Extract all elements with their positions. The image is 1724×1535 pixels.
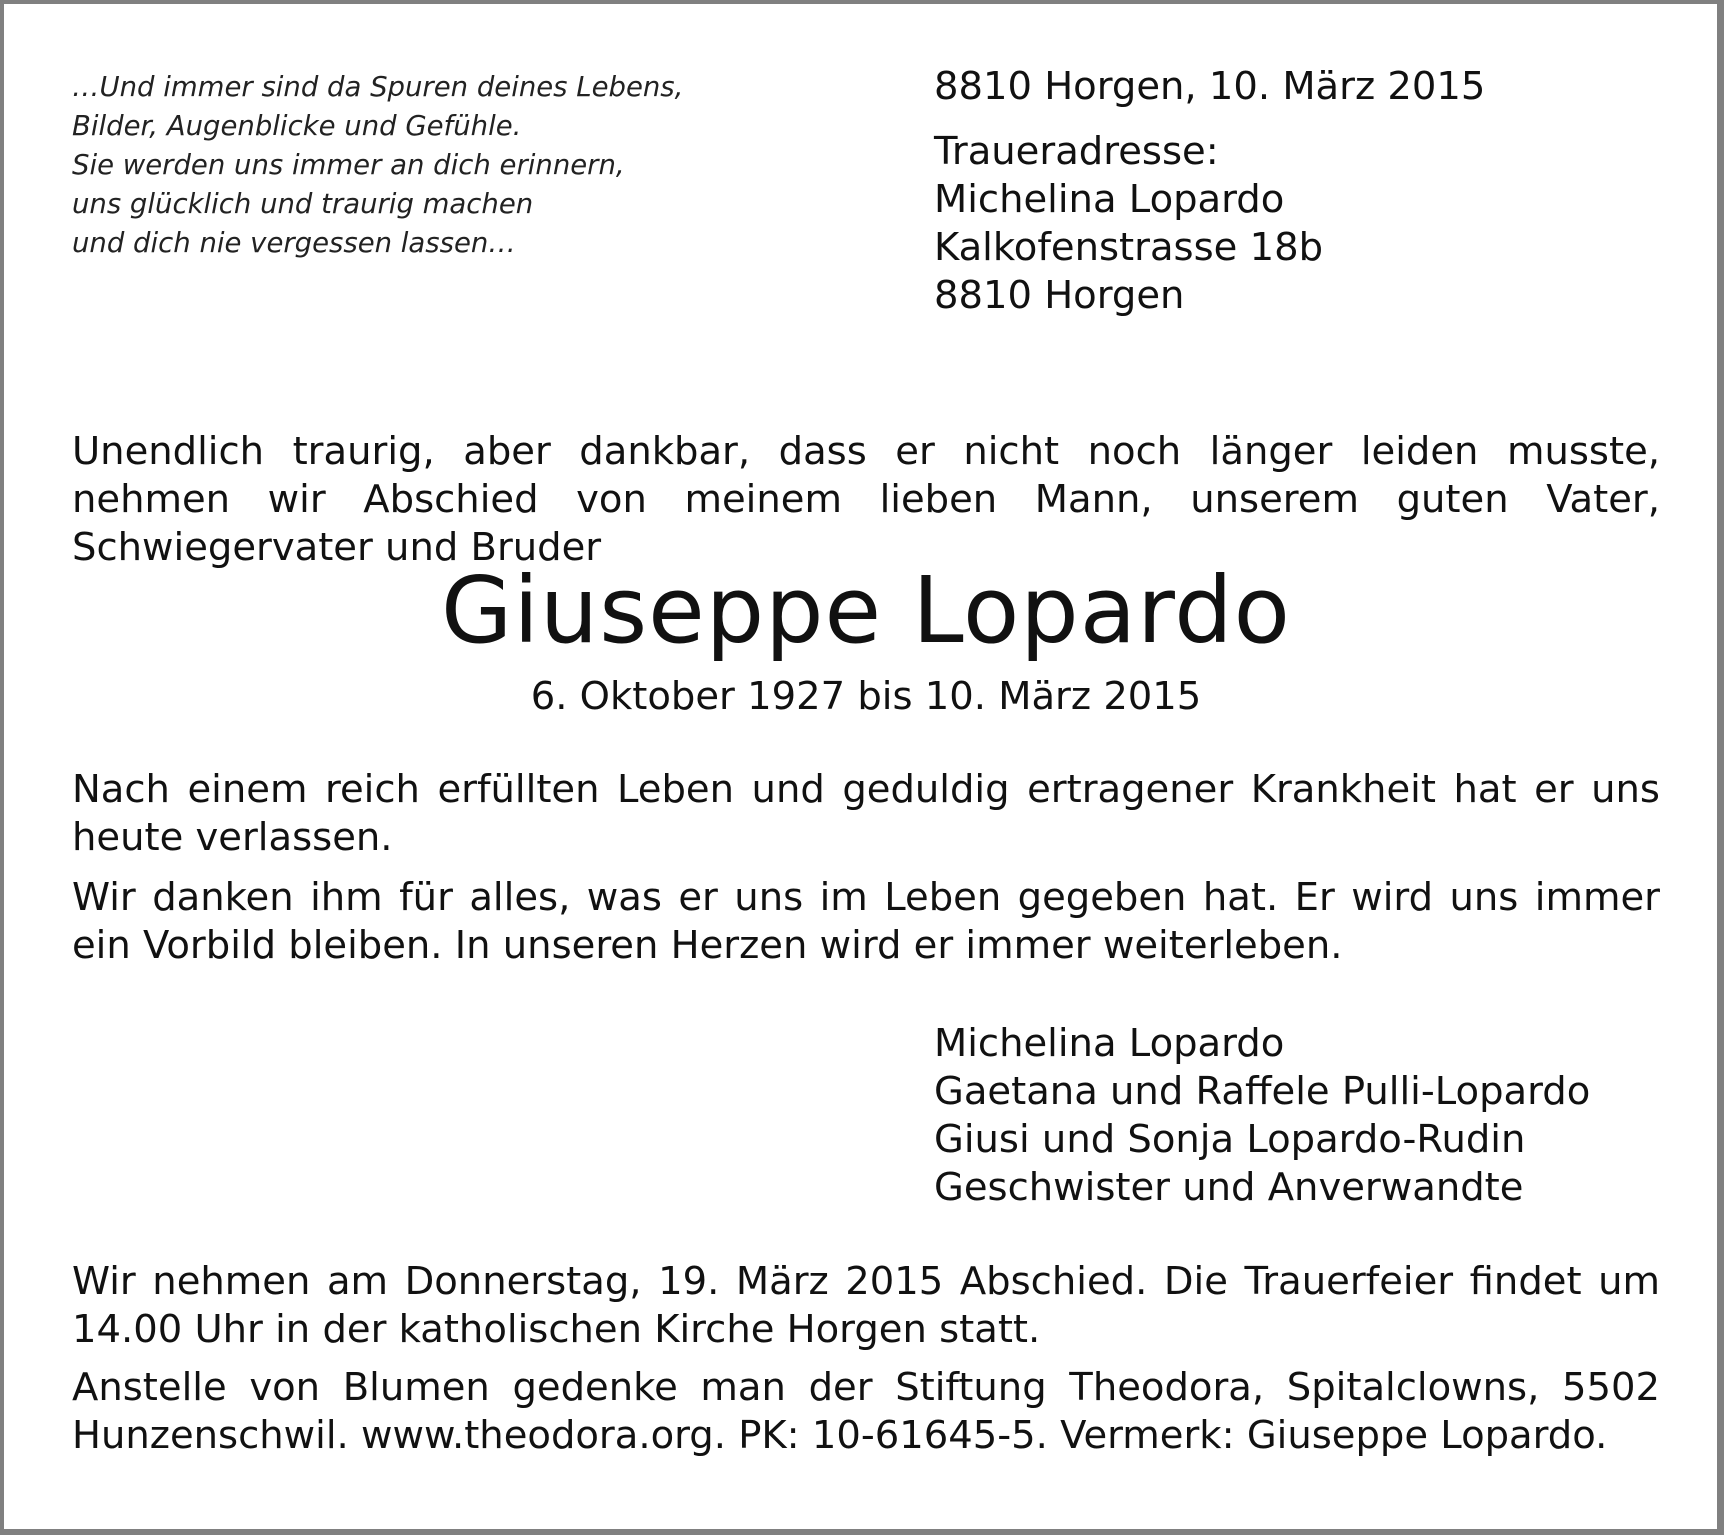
body-paragraph: Wir danken ihm für alles, was er uns im Leben gegeben hat. Er wird uns immer ein Vorbild bleiben. In unseren Herzen wird er immer weiterleben. (72, 875, 1660, 968)
mourner-entry: Geschwister und Anverwandte (934, 1165, 1524, 1210)
intro-paragraph: Unendlich traurig, aber dankbar, dass er nicht noch länger leiden musste, nehmen wir Abschied von meinem lieben Mann, unserem guten Vater, Schwiegervater und Bruder (72, 429, 1660, 570)
donation-paragraph: Anstelle von Blumen gedenke man der Stiftung Theodora, Spitalclowns, 5502 Hunzenschwil. www.theodora.org. PK: 10-61645-5. Vermerk: Giuseppe Lopardo. (72, 1365, 1660, 1458)
poem-line: und dich nie vergessen lassen… (72, 227, 516, 259)
address-name: Michelina Lopardo (934, 177, 1285, 222)
mourner-entry: Gaetana und Raffele Pulli-Lopardo (934, 1069, 1591, 1114)
poem-line: Sie werden uns immer an dich erinnern, (72, 149, 625, 181)
place-and-date: 8810 Horgen, 10. März 2015 (934, 64, 1486, 109)
address-street: Kalkofenstrasse 18b (934, 225, 1324, 270)
mourner-entry: Michelina Lopardo (934, 1021, 1285, 1066)
deceased-name: Giuseppe Lopardo (441, 557, 1291, 664)
poem-line: …Und immer sind da Spuren deines Lebens, (72, 71, 684, 103)
mourner-entry: Giusi und Sonja Lopardo-Rudin (934, 1117, 1526, 1162)
life-dates: 6. Oktober 1927 bis 10. März 2015 (530, 674, 1202, 719)
memorial-poem (72, 68, 852, 263)
mourners-list (934, 1020, 1590, 1212)
mourning-address (934, 128, 1323, 320)
poem-line: uns glücklich und traurig machen (72, 188, 534, 220)
body-paragraph: Nach einem reich erfüllten Leben und geduldig ertragener Krankheit hat er uns heute verlassen. (72, 767, 1660, 860)
address-city: 8810 Horgen (934, 273, 1185, 318)
address-label: Traueradresse: (934, 129, 1219, 174)
poem-line: Bilder, Augenblicke und Gefühle. (72, 110, 522, 142)
ceremony-paragraph: Wir nehmen am Donnerstag, 19. März 2015 Abschied. Die Trauerfeier findet um 14.00 Uhr in der katholischen Kirche Horgen statt. (72, 1259, 1660, 1352)
